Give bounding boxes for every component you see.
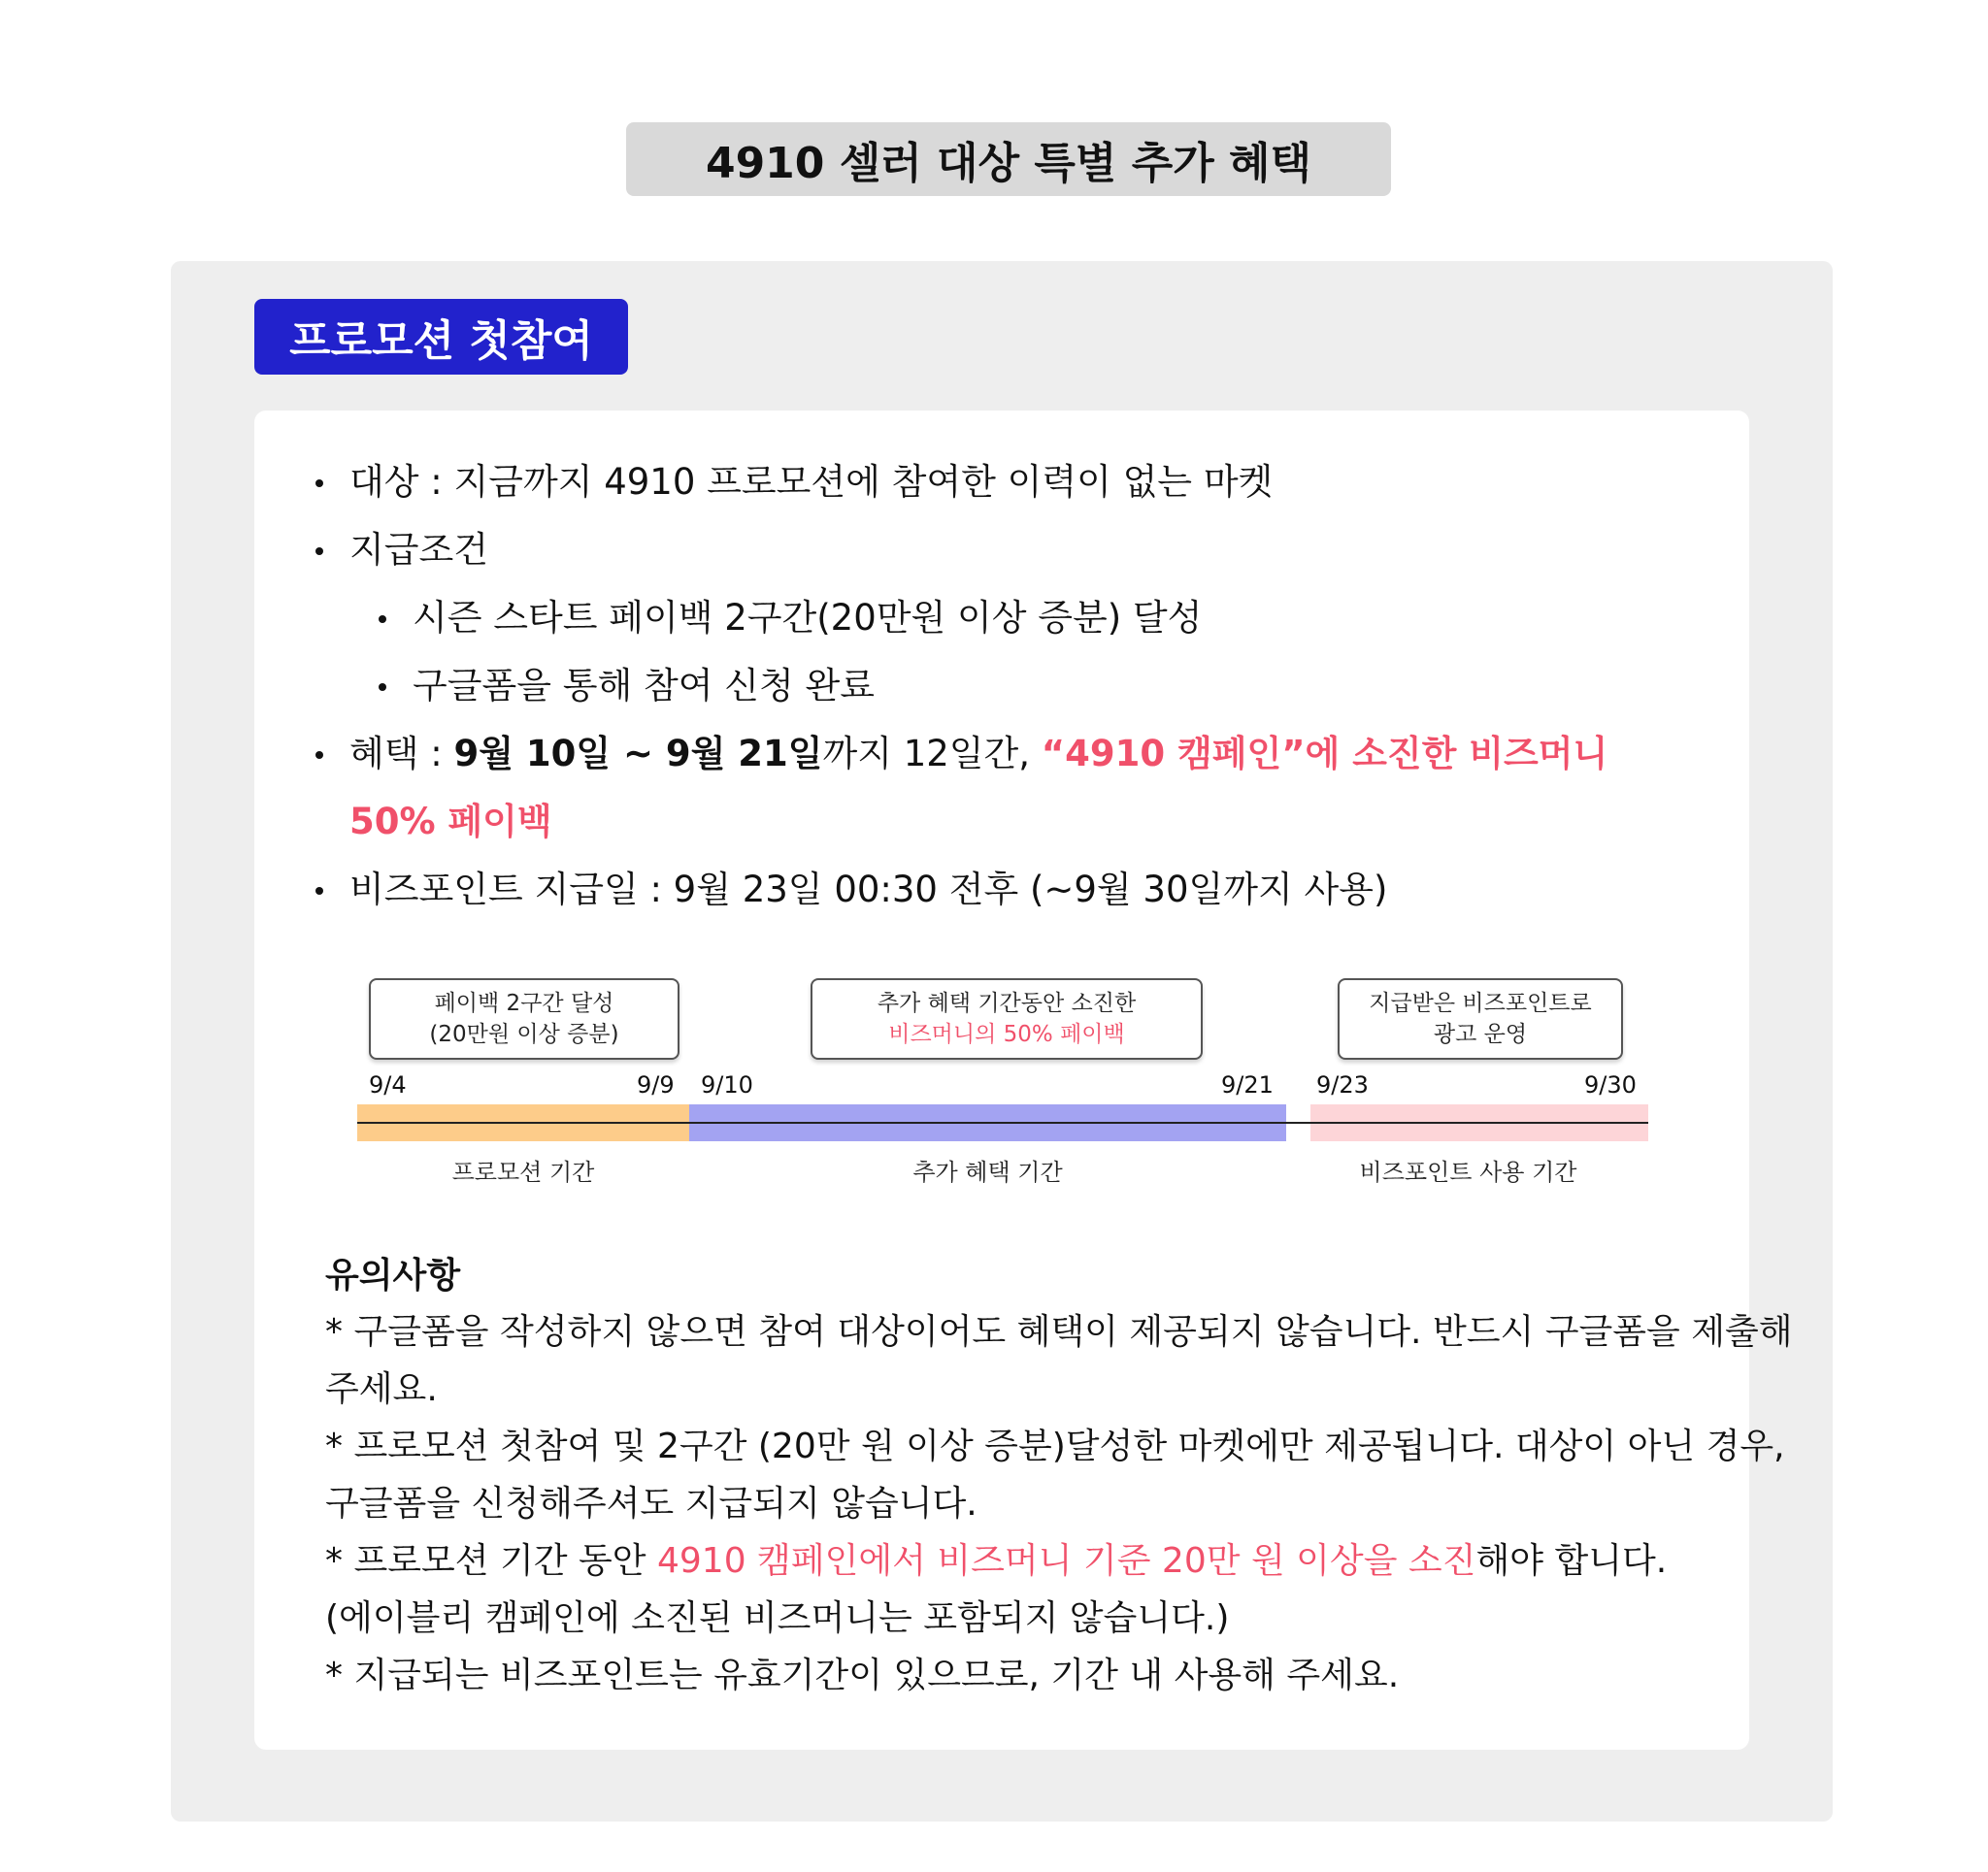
timeline-box-usage-line2: 광고 운영 xyxy=(1433,1022,1528,1047)
note-4: * 지급되는 비즈포인트는 유효기간이 있으므로, 기간 내 사용해 주세요. xyxy=(325,1656,1400,1695)
note-3-highlight: 4910 캠페인에서 비즈머니 기준 20만 원 이상을 소진 xyxy=(656,1541,1476,1581)
timeline-date: 9/30 xyxy=(1584,1071,1637,1099)
benefit-highlight-2 xyxy=(349,792,552,844)
timeline-box-usage xyxy=(1338,978,1623,1060)
note-3-prefix: * 프로모션 기간 동안 xyxy=(325,1541,657,1581)
timeline-date: 9/10 xyxy=(701,1071,753,1099)
timeline-label-promo: 프로모션 기간 xyxy=(451,1159,595,1186)
timeline-box-usage-line1: 지급받은 비즈포인트로 xyxy=(1369,991,1592,1016)
condition-title: 지급조건 xyxy=(349,529,488,571)
note-2-line2: 구글폼을 신청해주셔도 지급되지 않습니다. xyxy=(325,1484,977,1524)
note-1-line2: 주세요. xyxy=(325,1369,438,1409)
timeline-date: 9/4 xyxy=(369,1071,407,1099)
sub-bullet-dot xyxy=(379,683,386,691)
condition-item-1: 시즌 스타트 페이백 2구간(20만원 이상 증분) 달성 xyxy=(413,597,1203,639)
timeline-date: 9/9 xyxy=(637,1071,675,1099)
benefit-payback: 50% 페이백 xyxy=(349,801,552,842)
timeline-date: 9/23 xyxy=(1316,1071,1369,1099)
timeline-box-benefit-line1: 추가 혜택 기간동안 소진한 xyxy=(877,991,1137,1016)
timeline-box-promo-line1: 페이백 2구간 달성 xyxy=(434,991,614,1016)
benefit-period: 9월 10일 ~ 9월 21일 xyxy=(453,733,823,774)
bullet-dot xyxy=(315,547,323,555)
bullet-dot xyxy=(315,751,323,759)
bullet-dot xyxy=(315,887,323,895)
timeline-box-promo xyxy=(369,978,679,1060)
note-2-line1: * 프로모션 첫참여 및 2구간 (20만 원 이상 증분)달성한 마켓에만 제공됩니다. 대상이 아닌 경우, xyxy=(325,1427,1785,1466)
benefit-text xyxy=(349,724,1607,776)
payment-date-text: 비즈포인트 지급일 : 9월 23일 00:30 전후 (~9월 30일까지 사용) xyxy=(349,869,1388,910)
notes-heading: 유의사항 xyxy=(325,1256,461,1296)
timeline-date: 9/21 xyxy=(1221,1071,1274,1099)
benefit-middle: 까지 12일간, xyxy=(822,733,1042,774)
page-title: 4910 셀러 대상 특별 추가 혜택 xyxy=(626,122,1391,196)
timeline-label-benefit: 추가 혜택 기간 xyxy=(912,1159,1063,1186)
note-3-line2: (에이블리 캠페인에 소진된 비즈머니는 포함되지 않습니다.) xyxy=(325,1598,1230,1638)
timeline-box-benefit-line2: 비즈머니의 50% 페이백 xyxy=(888,1022,1125,1047)
condition-item-2: 구글폼을 통해 참여 신청 완료 xyxy=(413,665,875,706)
timeline-label-usage: 비즈포인트 사용 기간 xyxy=(1359,1159,1577,1186)
timeline-box-promo-line2: (20만원 이상 증분) xyxy=(429,1022,619,1047)
section-tag: 프로모션 첫참여 xyxy=(254,299,628,375)
note-1-line1: * 구글폼을 작성하지 않으면 참여 대상이어도 혜택이 제공되지 않습니다. 반드시 구글폼을 제출해 xyxy=(325,1312,1793,1352)
timeline-axis xyxy=(357,1122,1648,1124)
benefit-prefix: 혜택 : xyxy=(349,733,454,774)
benefit-highlight: “4910 캠페인”에 소진한 비즈머니 xyxy=(1041,733,1608,774)
bullet-dot xyxy=(315,479,323,487)
target-text: 대상 : 지금까지 4910 프로모션에 참여한 이력이 없는 마켓 xyxy=(349,461,1274,503)
note-3-suffix: 해야 합니다. xyxy=(1475,1541,1668,1581)
sub-bullet-dot xyxy=(379,615,386,623)
timeline-box-benefit xyxy=(811,978,1203,1060)
note-3-line1 xyxy=(325,1533,1667,1583)
